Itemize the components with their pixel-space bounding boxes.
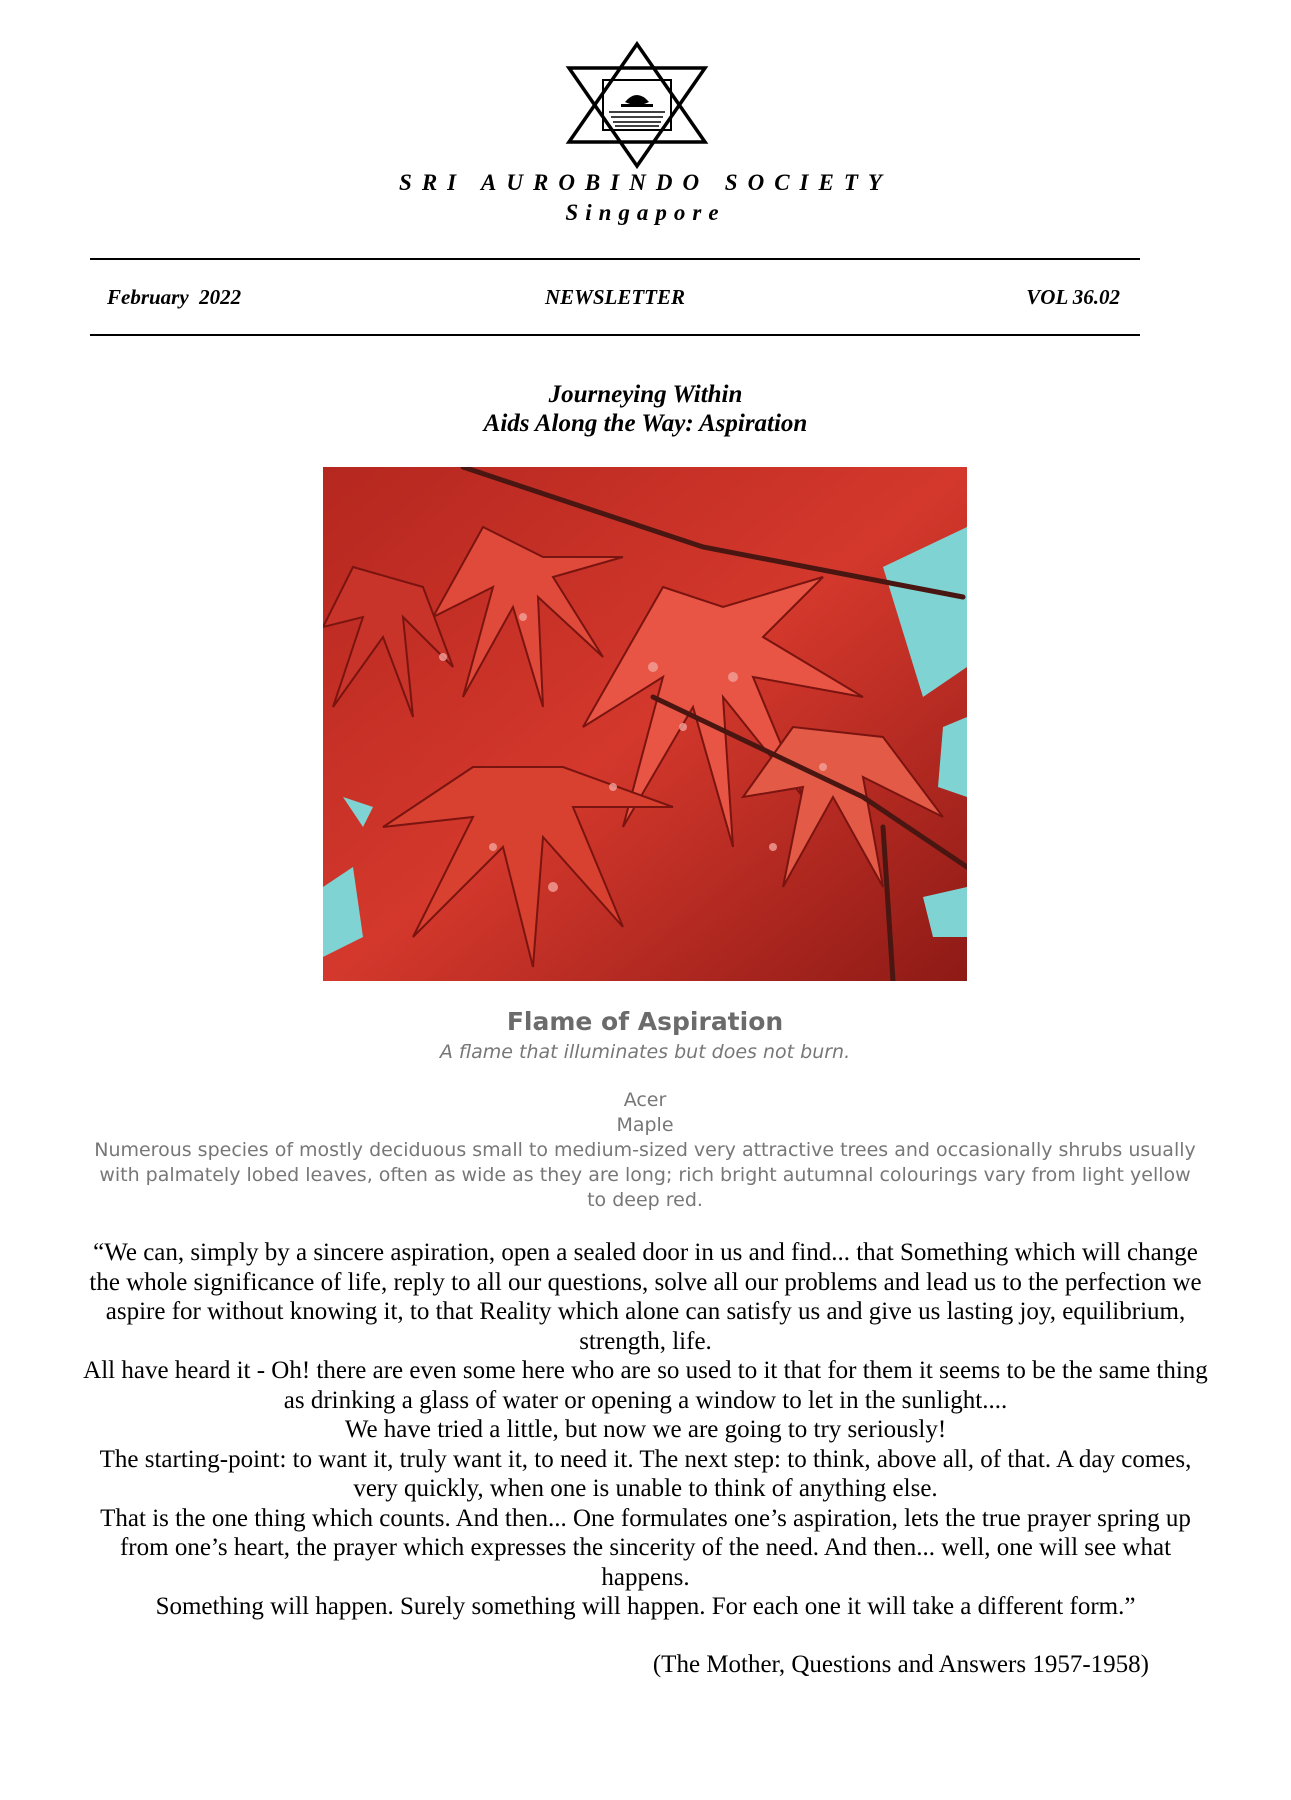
article-heading <box>0 380 1291 438</box>
sri-aurobindo-symbol-icon <box>563 40 711 170</box>
red-maple-leaves-photo <box>323 467 967 981</box>
issue-date: February 2022 <box>107 285 242 309</box>
volume-label: VOL 36.02 <box>1026 285 1120 309</box>
quote-paragraph: The starting-point: to want it, truly want it, to need it. The next step: to think, above all, of that. A day comes, very quickly, when one is unable to think of anything else. <box>99 1445 1192 1502</box>
article-title: Aids Along the Way: Aspiration <box>483 410 808 437</box>
botanical-info <box>90 1088 1200 1213</box>
quote-paragraph: That is the one thing which counts. And then... One formulates one’s aspiration, lets the true prayer spring up from one’s heart, the prayer which expresses the sincerity of the need. And then... well, one will see what happens. <box>100 1504 1191 1591</box>
quote-paragraph: We have tried a little, but now we are going to try seriously! <box>344 1416 947 1443</box>
flower-genus: Acer <box>623 1089 667 1111</box>
series-title: Journeying Within <box>548 381 743 408</box>
flower-name: Flame of Aspiration <box>506 1007 784 1036</box>
newsletter-meta-row <box>90 285 1140 315</box>
organization-city: Singapore <box>565 200 726 225</box>
flower-tagline: A flame that illuminates but does not burn. <box>439 1041 851 1063</box>
organization-name: SRI AUROBINDO SOCIETY <box>399 170 892 195</box>
header-top-rule <box>90 258 1140 260</box>
flower-common-name: Maple <box>616 1114 674 1136</box>
header-bottom-rule <box>90 334 1140 336</box>
quote-source: (The Mother, Questions and Answers 1957-1958) <box>652 1651 1149 1678</box>
quote-paragraph: “We can, simply by a sincere aspiration, open a sealed door in us and find... that Something which will change the whole significance of life, reply to all our questions, solve all our problems and lead us to the perfection we aspire for without knowing it, to that Reality which alone can satisfy us and give us lasting joy, equilibrium, strength, life. <box>89 1239 1202 1355</box>
publication-label: NEWSLETTER <box>544 285 686 309</box>
quote-paragraph: Something will happen. Surely something will happen. For each one it will take a different form.” <box>155 1593 1136 1620</box>
flower-description: Numerous species of mostly deciduous small to medium-sized very attractive trees and occasionally shrubs usually with palmately lobed leaves, often as wide as they are long; rich bright autumnal colourings vary from light yellow to deep red. <box>94 1139 1196 1211</box>
mother-quote <box>80 1238 1211 1622</box>
society-name-block <box>0 168 1291 228</box>
quote-paragraph: All have heard it - Oh! there are even some here who are so used to it that for them it seems to be the same thing as drinking a glass of water or opening a window to let in the sunlight.... <box>83 1357 1208 1414</box>
